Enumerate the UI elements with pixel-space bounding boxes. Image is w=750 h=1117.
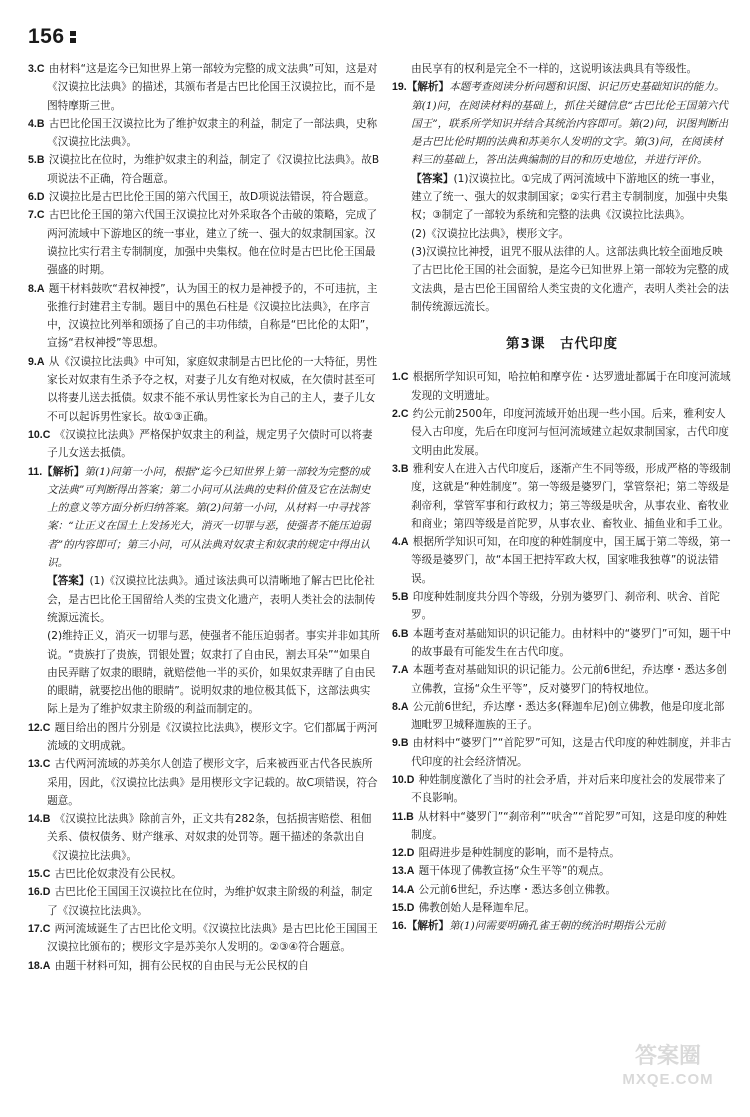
- answer-text: (2)《汉谟拉比法典》，楔形文字。: [411, 227, 570, 240]
- item-number: 9.: [392, 737, 401, 750]
- explanation-text: 题干体现了佛教宣扬“众生平等”的观点。: [418, 865, 610, 878]
- answer-letter: D: [42, 886, 51, 899]
- item-number: 3.: [392, 462, 401, 475]
- answer-letter: A: [406, 865, 415, 878]
- item-number: 10.: [28, 428, 43, 441]
- analysis-tag: 【解析】: [42, 465, 85, 478]
- lesson-title: 第3课 古代印度: [506, 336, 618, 353]
- answer-text: (1)《汉谟拉比法典》。通过该法典可以清晰地了解古巴比伦社会，是古巴比伦王国留给人类的宝贵文化遗产，表明人类社会的法制传统源远流长。: [47, 575, 376, 624]
- answer-item: [392, 460, 732, 533]
- answer-item: [392, 588, 732, 625]
- explanation-text: 佛教创始人是释迦牟尼。: [418, 902, 536, 915]
- answer-letter: D: [406, 847, 415, 860]
- explanation-text: 公元前6世纪，乔达摩・悉达多(释迦牟尼)创立佛教，他是印度北部迦毗罗卫城释迦族的王子。: [411, 700, 725, 732]
- item-number: 12.: [392, 847, 407, 860]
- explanation-text: 从材料中“婆罗门”“刹帝利”“吠舍”“首陀罗”可知，这是印度的种姓制度。: [411, 810, 727, 841]
- answer-item: [28, 426, 380, 463]
- answer-item: [392, 734, 732, 771]
- answer-letter: D: [406, 773, 415, 786]
- explanation-text: 雅利安人在进入古代印度后，逐渐产生不同等级，形成严格的等级制度，这就是“种姓制度”。第一等级是婆罗门，掌管祭祀；第二等级是刹帝利，掌管军事和行政权力；第三等级是吠舍，从事农业、畜牧业和商业；第四等级是首陀罗，从事农业、畜牧业、捕鱼业和手工业。: [411, 462, 731, 530]
- item-number: 12.: [28, 721, 43, 734]
- explanation-text: 公元前6世纪，乔达摩・悉达多创立佛教。: [418, 883, 617, 896]
- analysis-text: 本题考查阅读分析问题和识图、识记历史基础知识的能力。第(1)问，在阅读材料的基础上，抓住关键信息“古巴比伦王国第六代国王”，联系所学知识并结合其统治内容即可。第(2)问，识图判断出是古巴比伦时期的法典和苏美尔人发明的文字。第(3)问，在阅读材料三的基础上，答出法典编制的目的和历史地位，并进行评价。: [411, 81, 729, 167]
- item-number: 6.: [28, 191, 37, 204]
- page-mark-icon: [70, 31, 76, 43]
- explanation-text: 根据所学知识可知，在印度的种姓制度中，国王属于第二等级，第一等级是婆罗门，故“本国王把持军政大权，国家唯我独尊”的说法错误。: [411, 536, 731, 585]
- answer-item: [392, 661, 732, 698]
- answer-item: [392, 862, 732, 880]
- item-number: 8.: [28, 282, 37, 295]
- answer-letter: D: [36, 191, 45, 204]
- page-number: 156: [28, 25, 65, 48]
- item-number: 14.: [28, 813, 43, 826]
- answer-letter: B: [400, 627, 409, 640]
- answer-item: [28, 280, 380, 353]
- answer-item: [392, 844, 732, 862]
- item-number: 3.: [28, 63, 37, 75]
- answer-item: [28, 463, 380, 573]
- explanation-text: 从《汉谟拉比法典》中可知，家庭奴隶制是古巴比伦的一大特征，男性家长对奴隶有生杀予夺之权，对妻子儿女有绝对权威，在欠债时甚至可以将妻儿送去抵债。奴隶不能不承认男性家长为自己的主人，妻子儿女不可以起诉男性家长。故①③正确。: [47, 355, 378, 423]
- answer-letter: A: [42, 959, 51, 972]
- answer-letter: C: [42, 758, 51, 771]
- answer-16: [392, 917, 732, 935]
- answer-letter: C: [42, 868, 51, 881]
- answer-item: [28, 883, 380, 920]
- answer-item: [392, 771, 732, 808]
- right-column: [392, 60, 732, 936]
- answer-letter: B: [400, 462, 409, 475]
- answer-tag: 【答案】: [47, 575, 90, 588]
- explanation-text: 《汉谟拉比法典》除前言外，正文共有282条，包括损害赔偿、租佃关系、债权债务、财产继承、对奴隶的处罚等。题干描述的条款出自《汉谟拉比法典》。: [47, 813, 372, 862]
- watermark-url: MXQE.COM: [622, 1071, 714, 1088]
- answer-item: [392, 698, 732, 735]
- item-number: 9.: [28, 355, 37, 368]
- answer-letter: A: [406, 883, 415, 896]
- explanation-text: 根据所学知识可知，哈拉帕和摩亨佐・达罗遗址都属于在印度河流域发现的文明遗址。: [411, 371, 731, 402]
- explanation-text: 汉谟拉比是古巴比伦王国的第六代国王，故D项说法错误，符合题意。: [48, 191, 375, 204]
- explanation-text: 汉谟拉比在位时，为维护奴隶主的利益，制定了《汉谟拉比法典》。故B项说法不正确，符合题意。: [47, 154, 380, 185]
- answer-letter: C: [42, 922, 51, 935]
- explanation-text: 《汉谟拉比法典》严格保护奴隶主的利益，规定男子欠债时可以将妻子儿女送去抵债。: [47, 428, 373, 460]
- answer-letter: C: [36, 209, 45, 222]
- answer-item: [392, 405, 732, 460]
- explanation-text: 古代两河流域的苏美尔人创造了楔形文字，后来被西亚古代各民族所采用，因此，《汉谟拉比法典》是用楔形文字记载的。故C项错误，符合题意。: [47, 758, 378, 807]
- answer-letter: A: [400, 700, 409, 713]
- answer-item: [28, 865, 380, 883]
- answer-letter: C: [42, 721, 51, 734]
- item-number: 7.: [28, 209, 37, 222]
- answer-letter: C: [400, 408, 409, 421]
- explanation-text: 古巴比伦王国的第六代国王汉谟拉比对外采取各个击破的策略，完成了两河流域中下游地区的统一事业，建立了统一、强大的奴隶制国家。汉谟拉比实行君主专制制度，加强中央集权。他在位时是古巴比伦王国最强盛的时期。: [47, 209, 378, 277]
- answer-tag: 【答案】: [411, 172, 454, 185]
- answer-letter: B: [400, 591, 409, 604]
- explanation-text: 阻碍进步是种姓制度的影响，而不是特点。: [418, 847, 620, 860]
- answer-letter: C: [36, 63, 45, 75]
- answer-item: [28, 957, 380, 975]
- explanation-text: 由材料“这是迄今已知世界上第一部较为完整的成文法典”可知，这是对《汉谟拉比法典》的描述，其颁布者是古巴比伦国王汉谟拉比，而不是图特摩斯三世。: [47, 63, 378, 112]
- item-number: 15.: [28, 868, 43, 881]
- answer-letter: B: [400, 737, 409, 750]
- answer-text: (1)汉谟拉比。①完成了两河流域中下游地区的统一事业，建立了统一、强大的奴隶制国家；②实行君主专制制度，加强中央集权；③制定了一部较为系统和完整的法典《汉谟拉比法典》。: [411, 172, 728, 222]
- item-number: 17.: [28, 922, 43, 935]
- answer-item: [392, 899, 732, 917]
- item-number: 8.: [392, 700, 401, 713]
- answer-letter: A: [36, 355, 45, 368]
- answer-item: [28, 188, 380, 206]
- watermark-logo: [608, 1041, 728, 1103]
- item-number: 4.: [392, 536, 401, 549]
- explanation-text: 约公元前2500年，印度河流域开始出现一些小国。后来，雅利安人侵入古印度，先后在印度河与恒河流域建立起奴隶制国家，古代印度文明由此发展。: [411, 408, 729, 457]
- item-number: 11.: [28, 465, 43, 478]
- explanation-text: 本题考查对基础知识的识记能力。公元前6世纪，乔达摩・悉达多创立佛教，宣扬“众生平等”，反对婆罗门的特权地位。: [411, 664, 727, 695]
- answer-item: [28, 60, 380, 115]
- answer-item: [28, 755, 380, 810]
- left-column: [28, 60, 380, 975]
- answer-item: [392, 625, 732, 662]
- item-number: 6.: [392, 627, 401, 640]
- answer-letter: A: [400, 664, 409, 677]
- item-number: 5.: [392, 591, 401, 604]
- answer-item: [392, 533, 732, 588]
- item-number: 7.: [392, 664, 401, 677]
- answer-item: [28, 115, 380, 152]
- answer-19: [392, 78, 732, 316]
- item-number: 5.: [28, 154, 37, 167]
- answer-item: [28, 206, 380, 279]
- item-number: 15.: [392, 902, 407, 915]
- answer-letter: C: [400, 371, 409, 384]
- answer-letter: A: [36, 282, 45, 295]
- answer-letter: B: [406, 810, 414, 823]
- item-number: 13.: [28, 758, 43, 771]
- analysis-tag: 【解析】: [406, 920, 450, 933]
- answer-item: [392, 881, 732, 899]
- answer-letter: B: [36, 154, 45, 167]
- answer-letter: C: [42, 428, 51, 441]
- answer-letter: B: [42, 813, 51, 826]
- item-number: 14.: [392, 883, 407, 896]
- answer-text: (3)汉谟拉比神授，诅咒不服从法律的人。这部法典比较全面地反映了古巴比伦王国的社会面貌，是迄今已知世界上第一部较为完整的成文法典，是古巴伦王国留给人类宝贵的文化遗产，表明人类社会的法制传统源远流长。: [411, 245, 729, 313]
- explanation-text: 古巴比伦国王汉谟拉比为了维护奴隶主的利益，制定了一部法典，史称《汉谟拉比法典》。: [47, 117, 378, 149]
- lesson-answers: [392, 368, 732, 917]
- explanation-text: 印度种姓制度共分四个等级，分别为婆罗门、刹帝利、吠舍、首陀罗。: [411, 591, 720, 622]
- watermark-text: 答案圈: [634, 1043, 701, 1068]
- answer-item: [28, 810, 380, 865]
- explanation-text: 由题干材料可知，拥有公民权的自由民与无公民权的自: [54, 959, 309, 972]
- analysis-tag: 【解析】: [406, 81, 450, 94]
- explanation-text: 两河流域诞生了古巴比伦文明。《汉谟拉比法典》是古巴比伦王国国王汉谟拉比颁布的；楔形文字是苏美尔人发明的。②③④符合题意。: [47, 922, 378, 954]
- explanation-text: 由材料中“婆罗门”“首陀罗”可知，这是古代印度的种姓制度，并非古代印度的社会经济情况。: [411, 737, 732, 768]
- analysis-text: 第(1)问第一小问，根据“迄今已知世界上第一部较为完整的成文法典”可判断得出答案；第二小问可从法典的史料价值及它在法制史上的意义等方面分析归纳答案。第(2)问第一小问，从材料一中寻找答案：“让正义在国土上发扬光大，消灭一切罪与恶，使强者不能压迫弱者”的内容即可；第三小问，可从法典对奴隶主和奴隶的规定中得出认识。: [47, 465, 371, 570]
- explanation-text: 种姓制度激化了当时的社会矛盾，并对后来印度社会的发展带来了不良影响。: [411, 773, 726, 805]
- item-number: 18.: [28, 959, 43, 972]
- item-number: 4.: [28, 117, 37, 130]
- page-header: [28, 22, 722, 52]
- item-number: 1.: [392, 371, 401, 384]
- answer-item: [392, 368, 732, 405]
- answer-item: [28, 920, 380, 957]
- explanation-text: 古巴比伦奴隶没有公民权。: [54, 868, 182, 881]
- item-number: 13.: [392, 865, 407, 878]
- answer-item: [28, 353, 380, 426]
- analysis-text: 第(1)问需要明确孔雀王朝的统治时期指公元前: [449, 920, 666, 933]
- answer-letter: D: [406, 902, 415, 915]
- answer-item: [28, 719, 380, 756]
- explanation-text: 本题考查对基础知识的识记能力。由材料中的“婆罗门”可知，题干中的故事最有可能发生在古代印度。: [411, 627, 731, 658]
- answer-text: (2)维持正义，消灭一切罪与恶，使强者不能压迫弱者。事实并非如其所说。“贵族打了贵族，罚银处置；奴隶打了自由民，割去耳朵”“如果自由民弄瞎了奴隶的眼睛，就赔偿他一半的买价，如果奴隶弄瞎了自由民的眼睛，就要挖出他的眼睛”。说明奴隶的地位极其低下，这部法典实际上是为了维护奴隶主阶级的利益而制定的。: [47, 630, 380, 716]
- item-number: 2.: [392, 408, 401, 421]
- explanation-text: 题干材料鼓吹“君权神授”，认为国王的权力是神授予的，不可违抗，主张推行封建君主专制。题目中的黑色石柱是《汉谟拉比法典》，在序言中，汉谟拉比列举和颂扬了自己的丰功伟绩，自称是“巴比伦的太阳”，宣扬“君权神授”等思想。: [47, 282, 378, 350]
- item-number: 10.: [392, 773, 407, 786]
- answer-item: [392, 808, 732, 845]
- explanation-text: 古巴比伦王国国王汉谟拉比在位时，为维护奴隶主阶级的利益，制定了《汉谟拉比法典》。: [47, 886, 373, 917]
- item-number: 19.: [392, 81, 407, 94]
- explanation-text: 题目给出的图片分别是《汉谟拉比法典》，楔形文字。它们都属于两河流域的文明成就。: [47, 721, 378, 752]
- answer-letter: B: [36, 117, 45, 130]
- answer-letter: A: [400, 536, 409, 549]
- item-number: 16.: [392, 920, 407, 933]
- item-number: 16.: [28, 886, 43, 899]
- item-number: 11.: [392, 810, 407, 823]
- answer-item: [28, 151, 380, 188]
- answer-18-continuation: 由民享有的权利是完全不一样的，这说明该法典具有等级性。: [411, 63, 698, 75]
